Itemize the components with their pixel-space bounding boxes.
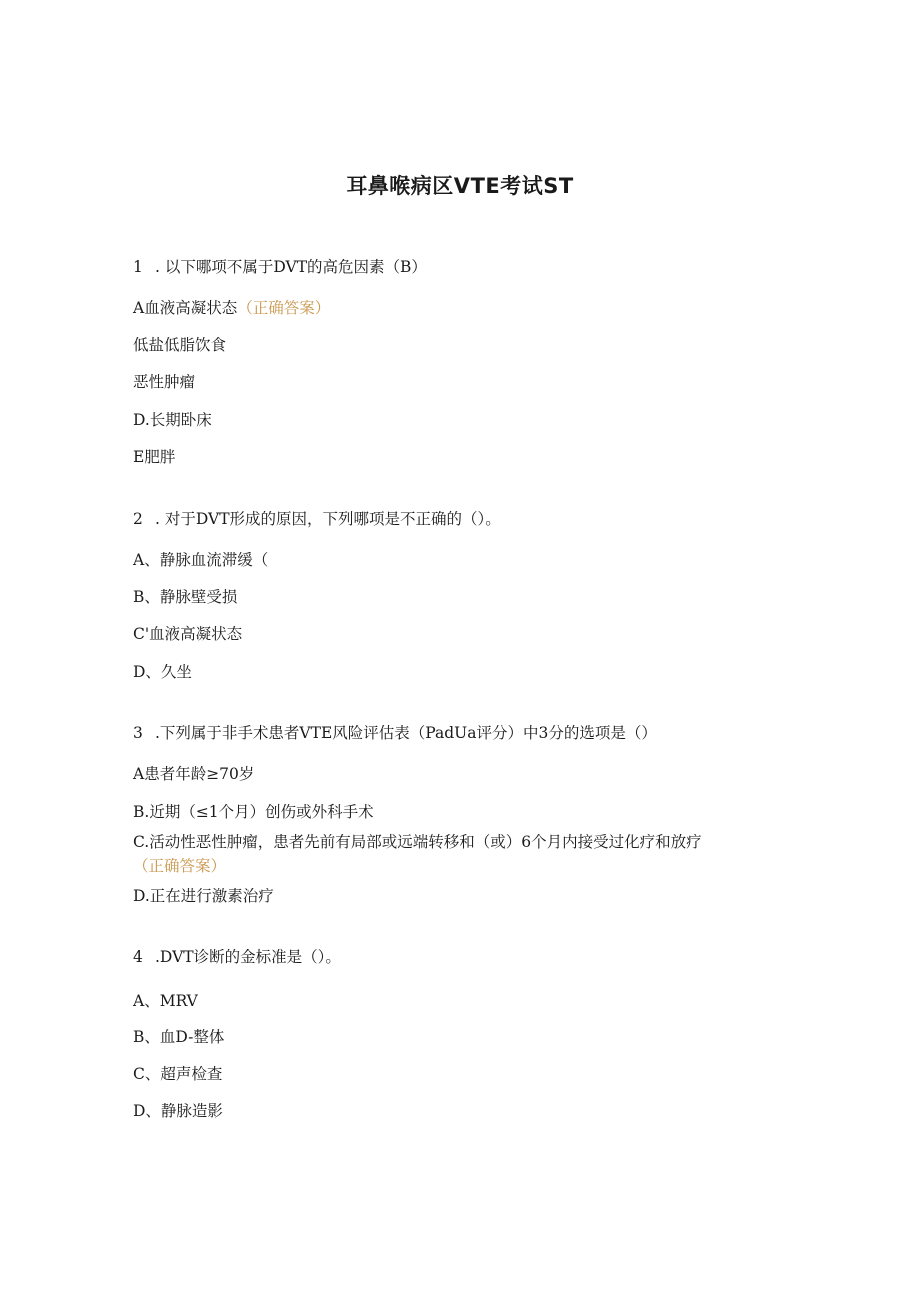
q4-option-b: B、血D-整体 — [133, 1028, 225, 1046]
question-number: 4 — [133, 948, 143, 966]
correct-answer-mark: （正确答案） — [237, 299, 331, 317]
q3-option-b: B.近期（≤1个月）创伤或外科手术 — [133, 803, 374, 821]
q4-option-a: A、MRV — [133, 992, 198, 1010]
q1-option-c: 恶性肿瘤 — [133, 373, 196, 391]
question-number: 1 — [133, 258, 143, 276]
q1-option-e: E肥胖 — [133, 448, 176, 466]
question-text: .DVT诊断的金标准是（）。 — [155, 948, 341, 966]
option-text: A血液高凝状态 — [133, 299, 238, 317]
question-number: 3 — [133, 724, 143, 742]
q1-option-a — [133, 296, 330, 318]
question-1 — [133, 255, 427, 277]
question-3 — [133, 721, 657, 743]
q3-option-d: D.正在进行激素治疗 — [133, 887, 274, 905]
q4-option-d: D、静脉造影 — [133, 1102, 223, 1120]
question-text: . 以下哪项不属于DVT的高危因素（B） — [155, 258, 427, 276]
correct-answer-mark: （正确答案） — [133, 857, 227, 875]
q1-option-d: D.长期卧床 — [133, 411, 212, 429]
question-2 — [133, 507, 501, 529]
question-number: 2 — [133, 510, 143, 528]
q4-option-c: C、超声检查 — [133, 1065, 223, 1083]
q1-option-b: 低盐低脂饮食 — [133, 336, 227, 354]
question-text: . 对于DVT形成的原因，下列哪项是不正确的（）。 — [155, 510, 501, 528]
q3-option-c: C.活动性恶性肿瘤，患者先前有局部或远端转移和（或）6个月内接受过化疗和放疗 — [133, 833, 702, 851]
q2-option-c: C'血液高凝状态 — [133, 625, 243, 643]
q2-option-b: B、静脉壁受损 — [133, 588, 238, 606]
document-title: 耳鼻喉病区VTE考试ST — [346, 174, 574, 198]
q2-option-a: A、静脉血流滞缓（ — [133, 551, 269, 569]
question-text: .下列属于非手术患者VTE风险评估表（PadUa评分）中3分的选项是（） — [155, 724, 657, 742]
question-4 — [133, 945, 341, 967]
q3-option-a: A患者年龄≥70岁 — [133, 765, 255, 783]
q2-option-d: D、久坐 — [133, 663, 192, 681]
